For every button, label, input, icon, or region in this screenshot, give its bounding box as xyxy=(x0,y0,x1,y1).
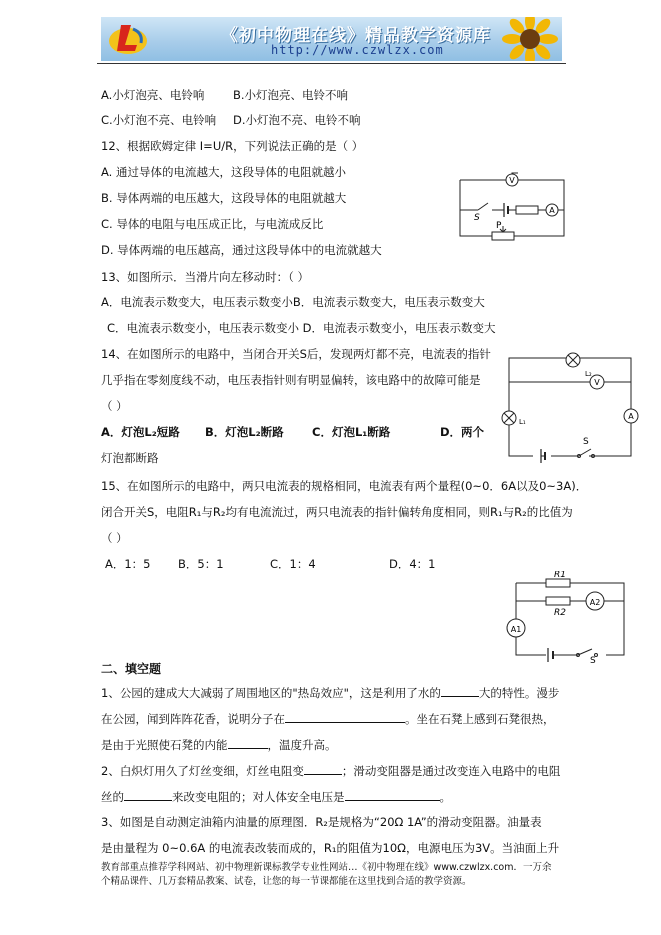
q14-switch-label: S xyxy=(583,437,589,447)
header-banner xyxy=(101,17,562,61)
q15-r2-label: R2 xyxy=(554,608,566,618)
fill1-line-1 xyxy=(101,685,559,700)
q11-option-b: B.小灯泡亮、电铃不响 xyxy=(233,88,349,102)
q15-a1-label: A1 xyxy=(510,625,522,634)
fill1-text-1a: 1、公园的建成大大减弱了周围地区的"热岛效应"，这是利用了水的 xyxy=(101,686,441,700)
q11-option-d: D.小灯泡不亮、电铃不响 xyxy=(233,113,361,127)
fill2-blank-2[interactable] xyxy=(124,789,172,801)
fill1-blank-3[interactable] xyxy=(228,737,268,749)
fill2-text-1b: ；滑动变阻器是通过改变连入电路中的电阻 xyxy=(341,764,561,778)
footer-line-1: 教育部重点推荐学科网站、初中物理新课标教学专业性网站…《初中物理在线》www.czwlzx.com．一万余 xyxy=(101,862,552,873)
site-url[interactable]: http://www.czwlzx.com xyxy=(271,43,444,57)
fill1-blank-2[interactable] xyxy=(285,711,405,723)
q14-line-1: 14、在如图所示的电路中，当闭合开关S后，发现两灯都不亮，电流表的指针 xyxy=(101,347,491,361)
q12-option-c: C. 导体的电阻与电压成正比，与电流成反比 xyxy=(101,217,324,231)
q15-option-b: B．5：1 xyxy=(178,557,224,571)
q14-option-b: B．灯泡L₂断路 xyxy=(205,425,284,439)
q12-option-d: D. 导体两端的电压越高，通过这段导体中的电流就越大 xyxy=(101,243,382,257)
q11-option-c: C.小灯泡不亮、电铃响 xyxy=(101,113,217,127)
q15-switch-label: S xyxy=(590,656,596,665)
q13-circuit-diagram xyxy=(452,170,576,244)
fill1-text-3b: ，温度升高。 xyxy=(267,738,337,752)
fill2-text-2a: 丝的 xyxy=(101,790,124,804)
q13-voltmeter-label: V xyxy=(509,176,515,185)
fill2-text-1a: 2、白炽灯用久了灯丝变细，灯丝电阻变 xyxy=(101,764,304,778)
q12-stem: 12、根据欧姆定律 I=U/R，下列说法正确的是（ ） xyxy=(101,139,364,153)
q15-option-d: D．4：1 xyxy=(389,557,436,571)
q13-stem: 13、如图所示．当滑片向左移动时：（ ） xyxy=(101,270,310,284)
site-logo-icon xyxy=(107,19,149,59)
fill1-text-2b: 。坐在石凳上感到石凳很热， xyxy=(405,712,555,726)
q14-option-a: A．灯泡L₂短路 xyxy=(101,425,180,439)
q15-paren: （ ） xyxy=(101,531,128,545)
q12-option-a: A. 通过导体的电流越大，这段导体的电阻就越小 xyxy=(101,165,346,179)
fill1-line-3 xyxy=(101,737,337,752)
q15-a2-label: A2 xyxy=(589,598,601,607)
fill1-text-3a: 是由于光照使石凳的内能 xyxy=(101,738,228,752)
q14-lamp-l2-label: L₂ xyxy=(585,370,592,378)
fill3-line-2: 是由量程为 0~0.6A 的电流表改装而成的，R₁的阻值为10Ω，电源电压为3V。当油面上升 xyxy=(101,841,560,855)
fill2-line-1 xyxy=(101,763,560,778)
q15-line-1: 15、在如图所示的电路中，两只电流表的规格相同，电流表有两个量程(0~0．6A以及0~3A)． xyxy=(101,479,588,493)
site-title: 《初中物理在线》精品教学资源库 xyxy=(221,26,491,46)
q14-paren: （ ） xyxy=(101,399,128,413)
fill1-text-2a: 在公园，闻到阵阵花香，说明分子在 xyxy=(101,712,285,726)
q14-option-c: C．灯泡L₁断路 xyxy=(312,425,391,439)
q13-switch-label: S xyxy=(474,213,480,223)
q14-option-d-cont: 灯泡都断路 xyxy=(101,451,159,465)
fill1-blank-1[interactable] xyxy=(441,685,479,697)
fill3-line-1: 3、如图是自动测定油箱内油量的原理图．R₂是规格为“20Ω 1A”的滑动变阻器。油量表 xyxy=(101,815,542,829)
q14-lamp-l1-label: L₁ xyxy=(519,418,526,426)
q11-option-a: A.小灯泡亮、电铃响 xyxy=(101,88,205,102)
q14-voltmeter-label: V xyxy=(594,378,600,387)
section-2-title: 二、填空题 xyxy=(101,662,162,676)
sunflower-icon xyxy=(498,17,558,61)
fill2-blank-3[interactable] xyxy=(345,789,440,801)
fill2-line-2 xyxy=(101,789,451,804)
q13-ammeter-label: A xyxy=(549,206,555,215)
header-rule xyxy=(97,63,566,64)
footer-line-2: 个精品课件、几万套精品教案、试卷，让您的每一节课都能在这里找到合适的教学资源。 xyxy=(101,876,472,887)
q14-line-2: 几乎指在零刻度线不动，电压表指针则有明显偏转，该电路中的故障可能是 xyxy=(101,373,481,387)
q14-ammeter-label: A xyxy=(628,412,634,421)
q15-line-2: 闭合开关S，电阻R₁与R₂均有电流流过，两只电流表的指针偏转角度相同，则R₁与R₂的比值为 xyxy=(101,505,573,519)
q13-options-cd: C．电流表示数变小，电压表示数变小 D．电流表示数变小，电压表示数变大 xyxy=(107,321,496,335)
q15-circuit-diagram xyxy=(498,571,630,665)
q14-circuit-diagram xyxy=(497,352,647,470)
q13-options-ab: A．电流表示数变大，电压表示数变小B．电流表示数变大，电压表示数变大 xyxy=(101,295,485,309)
q12-option-b: B. 导体两端的电压越大，这段导体的电阻就越大 xyxy=(101,191,347,205)
q15-option-a: A．1：5 xyxy=(105,557,151,571)
q13-slider-label: P xyxy=(496,221,502,231)
fill2-text-2c: 。 xyxy=(439,790,451,804)
q15-r1-label: R1 xyxy=(554,571,566,580)
fill2-blank-1[interactable] xyxy=(304,763,342,775)
q15-option-c: C．1：4 xyxy=(270,557,316,571)
fill2-text-2b: 来改变电阻的；对人体安全电压是 xyxy=(172,790,345,804)
q14-option-d: D．两个 xyxy=(440,425,485,439)
fill1-text-1b: 大的特性。漫步 xyxy=(478,686,560,700)
fill1-line-2 xyxy=(101,711,555,726)
